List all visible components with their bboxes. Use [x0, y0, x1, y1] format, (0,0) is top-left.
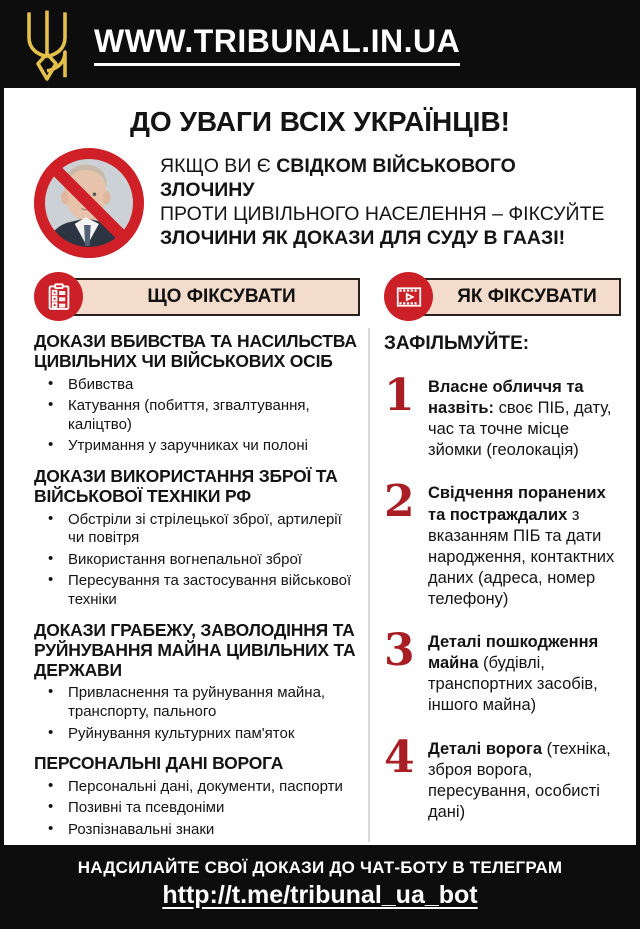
- bullet-list: [34, 684, 360, 743]
- section-heading: ДОКАЗИ ВИКОРИСТАННЯ ЗБРОЇ ТА ВІЙСЬКОВОЇ ТЕХНІКИ РФ: [34, 465, 338, 507]
- bullet-item: • Персональні дані, документи, паспорти: [34, 778, 360, 797]
- how-to-record-label: ЯК ФІКСУВАТИ: [419, 278, 621, 316]
- section-heading: ПЕРСОНАЛЬНІ ДАНІ ВОРОГА: [34, 753, 284, 774]
- prohibited-portrait: [34, 148, 144, 258]
- step-text: Свідчення поранених та постраждалих з вказанням ПІБ та дати народження, контактних даних (адреса, номер телефону): [428, 484, 615, 608]
- bullet-item: • Позивні та псевдоніми: [34, 799, 360, 818]
- bullet-item: • Використання вогнепальної зброї: [34, 551, 360, 570]
- step-3: [384, 625, 621, 716]
- section-looting: [34, 620, 360, 744]
- site-url-link[interactable]: WWW.TRIBUNAL.IN.UA: [94, 23, 460, 66]
- step-4: [384, 731, 621, 823]
- step-text: Власне обличчя та назвіть: своє ПІБ, дату, час та точне місце зйомки (геолокація): [428, 378, 612, 460]
- step-number: 3: [384, 625, 415, 677]
- intro-regular: ЯКЩО ВИ Є: [160, 155, 277, 178]
- page-title: ДО УВАГИ ВСІХ УКРАЇНЦІВ!: [129, 106, 511, 137]
- bullet-item: • Обстріли зі стрілецької зброї, артилерії чи повітря: [34, 511, 360, 548]
- what-to-record-label: ЩО ФІКСУВАТИ: [69, 278, 360, 316]
- intro-text: [160, 155, 610, 250]
- step-2: [384, 476, 621, 610]
- intro-row: [4, 148, 636, 258]
- bullet-item: • Привласнення та руйнування майна, транспорту, пального: [34, 684, 360, 721]
- section-murders: [34, 331, 360, 456]
- section-enemy-data: [34, 753, 360, 839]
- step-1: [384, 370, 621, 461]
- section-heading: ДОКАЗИ ВБИВСТВА ТА НАСИЛЬСТВА ЦИВІЛЬНИХ ЧИ ВІЙСЬКОВИХ ОСІБ: [34, 331, 357, 372]
- intro-bold: СВІДКОМ ВІЙСЬКОВОГО ЗЛОЧИНУ: [160, 155, 516, 202]
- step-number: 4: [384, 731, 415, 783]
- bullet-item: • Розпізнавальні знаки: [34, 821, 360, 840]
- bullet-item: • Катування (побиття, згвалтування, каліцтво): [34, 397, 360, 434]
- step-text: Деталі ворога (техніка, зброя ворога, пересування, особисті дані): [428, 739, 611, 821]
- how-to-record-column: [370, 272, 621, 842]
- bullet-item: • Руйнування культурних пам'яток: [34, 725, 360, 744]
- bullet-list: [34, 376, 360, 456]
- header-bar: [0, 0, 640, 88]
- main-content: [4, 88, 636, 845]
- how-to-record-header: [384, 272, 621, 321]
- section-heading: ДОКАЗИ ГРАБЕЖУ, ЗАВОЛОДІННЯ ТА РУЙНУВАННЯ МАЙНА ЦИВІЛЬНИХ ТА ДЕРЖАВИ: [34, 619, 356, 681]
- telegram-bot-link[interactable]: http://t.me/tribunal_ua_bot: [162, 881, 478, 909]
- section-weapons: [34, 466, 360, 610]
- bullet-list: [34, 511, 360, 610]
- step-number: 1: [384, 370, 415, 421]
- film-play-icon: [384, 272, 433, 321]
- step-number: 2: [384, 476, 415, 528]
- what-to-record-column: [34, 272, 368, 842]
- footer-bar: [0, 845, 640, 929]
- ukraine-trident-icon: [20, 7, 74, 81]
- film-subtitle: ЗАФІЛЬМУЙТЕ:: [384, 333, 530, 354]
- intro-bold: ЗЛОЧИНИ ЯК ДОКАЗИ ДЛЯ СУДУ В ГААЗІ!: [160, 226, 566, 249]
- checklist-icon: [34, 272, 83, 321]
- columns: [4, 272, 636, 842]
- intro-regular: ПРОТИ ЦИВІЛЬНОГО НАСЕЛЕННЯ – ФІКСУЙТЕ: [160, 203, 605, 225]
- bullet-item: • Утримання у заручниках чи полоні: [34, 437, 360, 456]
- what-to-record-header: [34, 272, 360, 321]
- bullet-item: • Вбивства: [34, 376, 360, 395]
- step-text: Деталі пошкодження майна (будівлі, транспортних засобів, іншого майна): [428, 633, 599, 715]
- footer-cta: НАДСИЛАЙТЕ СВОЇ ДОКАЗИ ДО ЧАТ-БОТУ В ТЕЛЕГРАМ: [77, 858, 563, 877]
- bullet-list: [34, 778, 360, 840]
- bullet-item: • Пересування та застосування військової техніки: [34, 572, 360, 609]
